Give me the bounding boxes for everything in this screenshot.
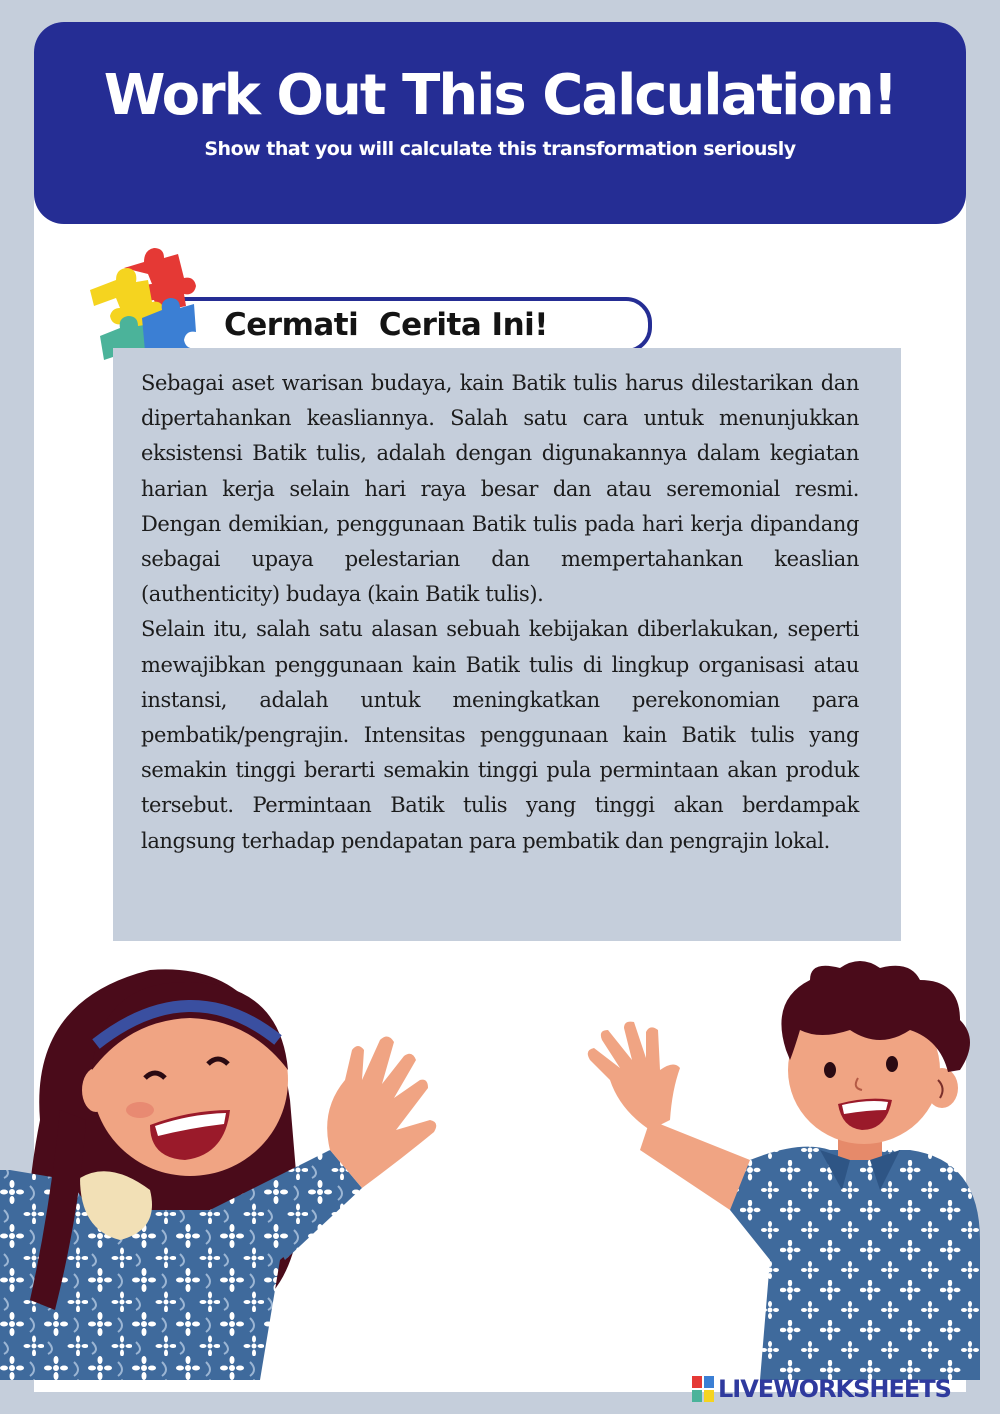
section-title: Cermati Cerita Ini!: [224, 307, 548, 343]
header-banner: [34, 22, 966, 224]
brand-name: LIVEWORKSHEETS: [718, 1375, 951, 1403]
liveworksheets-logo-icon: [692, 1376, 714, 1402]
section-title-pill: [150, 297, 652, 353]
story-paragraph-2: Selain itu, salah satu alasan sebuah kebijakan diberlakukan, seperti mewajibkan penggunaan kain Batik tulis di lingkup organisasi atau instansi, adalah untuk meningkatkan perekonomian para pembatik/pengrajin. Intensitas penggunaan kain Batik tulis yang semakin tinggi berarti semakin tinggi pula permintaan akan produk tersebut. Permintaan Batik tulis yang tinggi akan berdampak langsung terhadap pendapatan para pembatik dan pengrajin lokal.: [141, 617, 859, 853]
page-subtitle: Show that you will calculate this transformation seriously: [204, 138, 796, 160]
girl-illustration: [0, 960, 450, 1380]
page-title: Work Out This Calculation!: [103, 63, 897, 128]
liveworksheets-brand: [692, 1372, 951, 1406]
boy-illustration: [580, 960, 1000, 1380]
story-text: [141, 366, 859, 859]
story-paragraph-1: Sebagai aset warisan budaya, kain Batik tulis harus dilestarikan dan dipertahankan keasliannya. Salah satu cara untuk menunjukkan eksistensi Batik tulis, adalah dengan digunakannya dalam kegiatan harian kerja selain hari raya besar dan atau seremonial resmi. Dengan demikian, penggunaan Batik tulis pada hari kerja dipandang sebagai upaya pelestarian dan mempertahankan keaslian (authenticity) budaya (kain Batik tulis).: [141, 371, 859, 607]
